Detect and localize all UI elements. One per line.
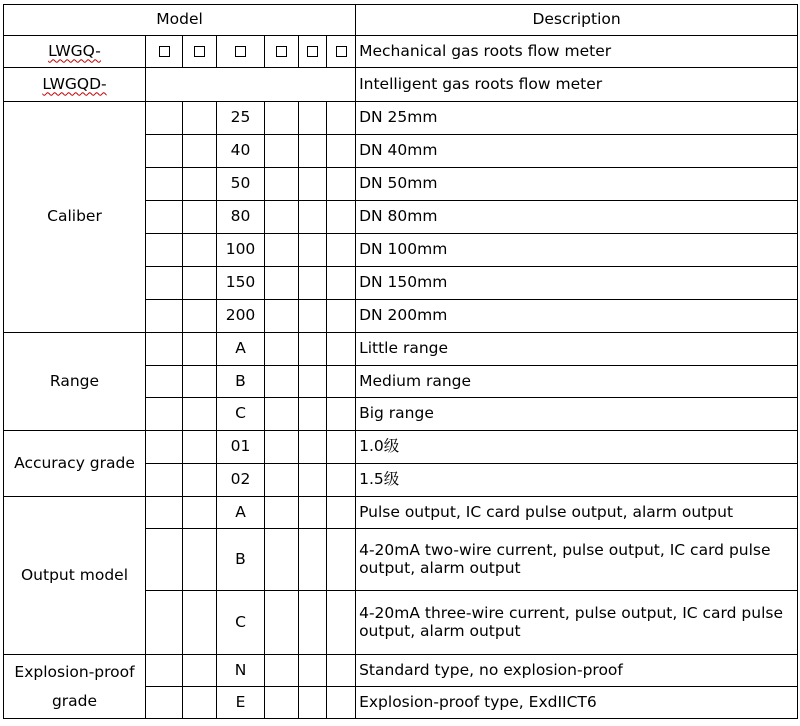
option-code: 50 — [217, 168, 265, 201]
empty-cell — [146, 68, 356, 102]
explosion-label: Explosion-proof grade — [4, 655, 146, 719]
option-code: 01 — [217, 431, 265, 464]
prefix-code — [4, 36, 146, 68]
range-row — [4, 333, 798, 366]
option-code: C — [217, 398, 265, 431]
option-description: 1.5级 — [356, 464, 798, 497]
description-header: Description — [356, 5, 798, 36]
option-description: 4-20mA three-wire current, pulse output, IC card pulse output, alarm output — [356, 591, 798, 655]
option-code: 200 — [217, 300, 265, 333]
option-description: Pulse output, IC card pulse output, alarm output — [356, 497, 798, 529]
prefix-row-lwgq — [4, 36, 798, 68]
range-label: Range — [4, 333, 146, 431]
option-description: DN 25mm — [356, 102, 798, 135]
option-description: 1.0级 — [356, 431, 798, 464]
option-description: 4-20mA two-wire current, pulse output, IC card pulse output, alarm output — [356, 529, 798, 591]
option-description: Standard type, no explosion-proof — [356, 655, 798, 687]
checkbox-square-icon — [276, 46, 287, 57]
option-code: E — [217, 687, 265, 719]
accuracy-label: Accuracy grade — [4, 431, 146, 497]
option-description: DN 40mm — [356, 135, 798, 168]
option-code: 100 — [217, 234, 265, 267]
model-header: Model — [4, 5, 356, 36]
option-description: DN 80mm — [356, 201, 798, 234]
prefix-description: Intelligent gas roots flow meter — [356, 68, 798, 102]
explosion-row — [4, 655, 798, 687]
option-code: 80 — [217, 201, 265, 234]
option-code: 25 — [217, 102, 265, 135]
checkbox-square-icon — [307, 46, 318, 57]
checkbox-square-icon — [159, 46, 170, 57]
option-description: DN 50mm — [356, 168, 798, 201]
checkbox-square-icon — [194, 46, 205, 57]
header-row — [4, 5, 798, 36]
option-description: Little range — [356, 333, 798, 366]
caliber-label: Caliber — [4, 102, 146, 333]
checkbox-cell — [299, 36, 327, 68]
caliber-row — [4, 102, 798, 135]
option-code: A — [217, 333, 265, 366]
option-code: 02 — [217, 464, 265, 497]
accuracy-row — [4, 431, 798, 464]
option-code: B — [217, 529, 265, 591]
output-row — [4, 497, 798, 529]
option-code: C — [217, 591, 265, 655]
output-label: Output model — [4, 497, 146, 655]
option-code: A — [217, 497, 265, 529]
option-code: 40 — [217, 135, 265, 168]
option-description: DN 200mm — [356, 300, 798, 333]
prefix-description: Mechanical gas roots flow meter — [356, 36, 798, 68]
prefix-row-lwgqd — [4, 68, 798, 102]
option-code: 150 — [217, 267, 265, 300]
option-code: N — [217, 655, 265, 687]
option-description: DN 150mm — [356, 267, 798, 300]
prefix-code — [4, 68, 146, 102]
prefix-code-text: LWGQ- — [48, 41, 101, 60]
checkbox-cell — [146, 36, 183, 68]
checkbox-square-icon — [336, 46, 347, 57]
checkbox-square-icon — [235, 46, 246, 57]
model-selection-table — [3, 4, 798, 719]
checkbox-cell — [217, 36, 265, 68]
checkbox-cell — [183, 36, 217, 68]
option-description: Big range — [356, 398, 798, 431]
checkbox-cell — [265, 36, 299, 68]
option-description: Medium range — [356, 366, 798, 398]
option-code: B — [217, 366, 265, 398]
checkbox-cell — [327, 36, 356, 68]
option-description: DN 100mm — [356, 234, 798, 267]
prefix-code-text: LWGQD- — [42, 74, 107, 93]
option-description: Explosion-proof type, ExdIICT6 — [356, 687, 798, 719]
